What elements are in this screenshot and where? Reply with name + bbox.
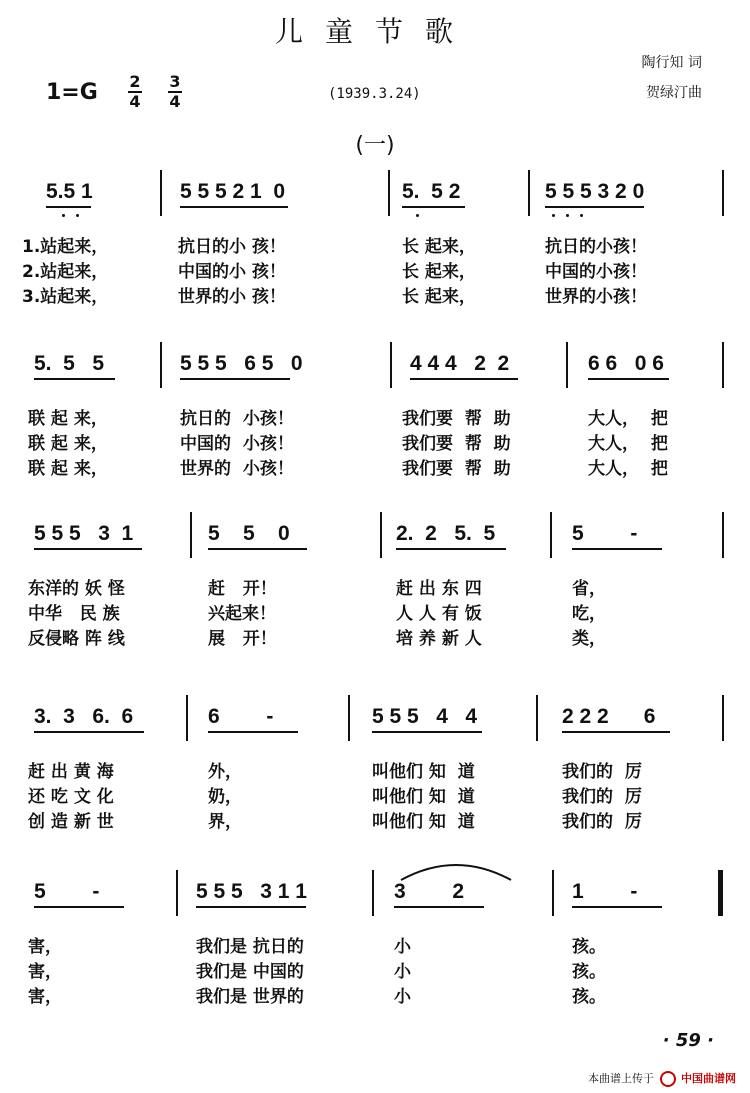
time-sig-denominator: 4 [129,92,141,111]
measure-notes: 5 5 5 3 2 0 [545,180,645,203]
lyric-text: 世界的 小孩！ [180,459,294,479]
octave-dot [580,214,583,217]
lyric-text: 赶 出 黄 海 [28,762,114,782]
lyric-text: 赶 出 东 四 [396,579,482,599]
lyric-text: 大人， 把 [588,434,668,454]
beam-underline [410,378,518,380]
lyric-text: 我们是 世界的 [196,987,304,1007]
composition-date: (1939.3.24) [328,86,421,102]
lyric-text: 我们的 厉 [562,762,642,782]
lyric-text: 小 [394,962,411,982]
lyric-text: 长 起来， [402,287,476,307]
lyric-text: 抗日的小孩！ [545,237,647,257]
slur-mark [396,856,516,886]
lyric-text: 兴起来！ [208,604,276,624]
beam-underline [34,906,124,908]
measure-notes: 5. 5 5 [34,352,105,375]
lyric-text: 外， [208,762,242,782]
lyric-text: 大人， 把 [588,409,668,429]
lyric-text: 中国的 小孩！ [180,434,294,454]
time-sig-numerator: 3 [169,72,181,91]
song-title: 儿童节歌 [274,15,475,48]
composer-credit: 贺绿汀曲 [646,85,702,101]
measure-notes: 5 - [34,880,100,903]
beam-underline [572,548,662,550]
lyric-text: 害， [28,962,62,982]
bar-line [536,695,538,741]
bar-line [722,695,724,741]
measure-notes: 5 5 5 2 1 0 [180,180,286,203]
time-signature-2-4 [128,74,142,110]
lyric-text: 小 [394,937,411,957]
bar-line [390,342,392,388]
lyric-text: 中国的小 孩！ [178,262,286,282]
lyric-text: 长 起来， [402,262,476,282]
lyric-text: 我们要 帮 助 [402,409,511,429]
lyric-text: 创 造 新 世 [28,812,114,832]
octave-dot [416,214,419,217]
bar-line [722,342,724,388]
lyric-text: 我们是 抗日的 [196,937,304,957]
lyric-text: 我们要 帮 助 [402,434,511,454]
measure-notes: 6 - [208,705,274,728]
lyric-text: 界， [208,812,242,832]
lyric-text: 我们的 厉 [562,787,642,807]
lyric-text: 我们的 厉 [562,812,642,832]
lyric-text: 害， [28,937,62,957]
bar-line [722,512,724,558]
bar-line [718,870,723,916]
beam-underline [402,206,465,208]
lyric-text: 联 起 来， [28,409,108,429]
bar-line [160,342,162,388]
bar-line [348,695,350,741]
lyric-text: 还 吃 文 化 [28,787,114,807]
lyric-text: 抗日的 小孩！ [180,409,294,429]
bar-line [372,870,374,916]
beam-underline [394,906,484,908]
lyric-text: 类， [572,629,606,649]
measure-notes: 5 5 5 6 5 0 [180,352,303,375]
bar-line [388,170,390,216]
measure-notes: 5.5 1 [46,180,93,203]
lyric-text: 孩。 [572,937,606,957]
lyric-text: 叫他们 知 道 [372,762,475,782]
lyric-text: 抗日的小 孩！ [178,237,286,257]
lyric-text: 中华 民 族 [28,604,120,624]
key-signature: 1=G [46,80,98,105]
beam-underline [545,206,644,208]
bar-line [566,342,568,388]
lyric-text: 叫他们 知 道 [372,812,475,832]
beam-underline [372,731,482,733]
beam-underline [208,731,298,733]
measure-notes: 1 - [572,880,638,903]
lyric-text: 吃， [572,604,606,624]
lyric-text: 展 开！ [208,629,277,649]
measure-notes: 5 5 5 4 4 [372,705,478,728]
lyric-text: 孩。 [572,987,606,1007]
upload-credit [588,1070,736,1087]
time-sig-numerator: 2 [129,72,141,91]
lyric-text: 3.站起来， [22,287,109,307]
beam-underline [180,378,290,380]
lyric-text: 1.站起来， [22,237,109,257]
measure-notes: 5 5 0 [208,522,290,545]
lyricist-credit: 陶行知 词 [641,55,702,71]
measure-notes: 3. 3 6. 6 [34,705,134,728]
octave-dot [76,214,79,217]
lyric-text: 大人， 把 [588,459,668,479]
section-marker: (一) [355,133,395,158]
measure-notes: 5 5 5 3 1 1 [196,880,307,903]
lyric-text: 世界的小 孩！ [178,287,286,307]
lyric-text: 我们要 帮 助 [402,459,511,479]
lyric-text: 小 [394,987,411,1007]
beam-underline [588,378,669,380]
beam-underline [46,206,91,208]
beam-underline [572,906,662,908]
lyric-text: 叫他们 知 道 [372,787,475,807]
measure-notes: 2 2 2 6 [562,705,656,728]
measure-notes: 2. 2 5. 5 [396,522,496,545]
lyric-text: 世界的小孩！ [545,287,647,307]
bar-line [186,695,188,741]
time-signature-3-4 [168,74,182,110]
octave-dot [552,214,555,217]
bar-line [528,170,530,216]
beam-underline [180,206,288,208]
beam-underline [34,378,115,380]
lyric-text: 我们是 中国的 [196,962,304,982]
measure-notes: 5 5 5 3 1 [34,522,134,545]
bar-line [380,512,382,558]
beam-underline [208,548,307,550]
bar-line [160,170,162,216]
site-name: 中国曲谱网 [681,1072,736,1085]
lyric-text: 东洋的 妖 怪 [28,579,125,599]
bar-line [722,170,724,216]
lyric-text: 联 起 来， [28,434,108,454]
lyric-text: 反侵略 阵 线 [28,629,125,649]
page-number: · 59 · [662,1030,714,1051]
lyric-text: 害， [28,987,62,1007]
measure-notes: 5. 5 2 [402,180,461,203]
lyric-text: 奶， [208,787,242,807]
bar-line [552,870,554,916]
bar-line [190,512,192,558]
lyric-text: 中国的小孩！ [545,262,647,282]
octave-dot [566,214,569,217]
bar-line [550,512,552,558]
lyric-text: 人 人 有 饭 [396,604,482,624]
lyric-text: 省， [572,579,606,599]
lyric-text: 联 起 来， [28,459,108,479]
beam-underline [562,731,670,733]
beam-underline [34,548,142,550]
octave-dot [62,214,65,217]
upload-text: 本曲谱上传于 [588,1072,654,1085]
beam-underline [396,548,506,550]
bar-line [176,870,178,916]
measure-notes: 5 - [572,522,638,545]
slur-curve [401,865,511,880]
lyric-text: 孩。 [572,962,606,982]
lyric-text: 2.站起来， [22,262,109,282]
measure-notes: 4 4 4 2 2 [410,352,510,375]
lyric-text: 培 养 新 人 [396,629,482,649]
lyric-text: 赶 开！ [208,579,277,599]
beam-underline [196,906,306,908]
time-sig-denominator: 4 [169,92,181,111]
beam-underline [34,731,144,733]
measure-notes: 3 2 [394,880,465,903]
measure-notes: 6 6 0 6 [588,352,664,375]
lyric-text: 长 起来， [402,237,476,257]
site-logo-icon [660,1071,676,1087]
